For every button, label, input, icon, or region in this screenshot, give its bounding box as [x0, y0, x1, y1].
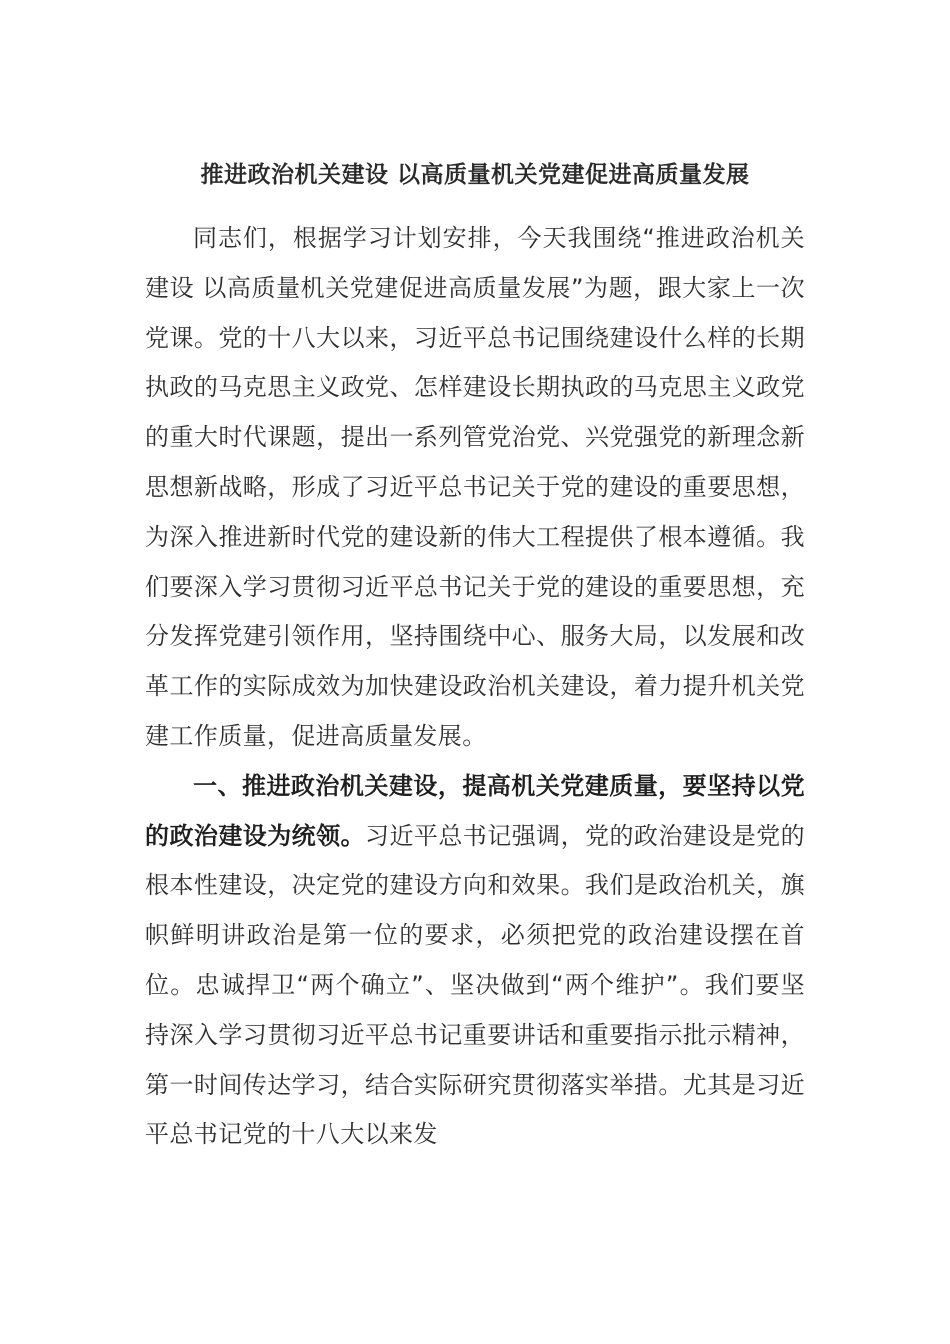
document-title: 推进政治机关建设 以高质量机关党建促进高质量发展 [200, 162, 750, 188]
section-one-text: 习近平总书记强调，党的政治建设是党的根本性建设，决定党的建设方向和效果。我们是政治机关，旗帜鲜明讲政治是第一位的要求，必须把党的政治建设摆在首位。忠诚捍卫“两个确立”、坚决做到“两个维护”。我们要坚持深入学习贯彻习近平总书记重要讲话和重要指示批示精神，第一时间传达学习，结合实际研究贯彻落实举措。尤其是习近平总书记党的十八大以来发 [145, 821, 805, 1149]
paragraph-intro-text: 同志们，根据学习计划安排，今天我围绕“推进政治机关建设 以高质量机关党建促进高质量发展”为题，跟大家上一次党课。党的十八大以来，习近平总书记围绕建设什么样的长期执政的马克思主义政党、怎样建设长期执政的马克思主义政党的重大时代课题，提出一系列管党治党、兴党强党的新理念新思想新战略，形成了习近平总书记关于党的建设的重要思想，为深入推进新时代党的建设新的伟大工程提供了根本遵循。我们要深入学习贯彻习近平总书记关于党的建设的重要思想，充分发挥党建引领作用，坚持围绕中心、服务大局，以发展和改革工作的实际成效为加快建设政治机关建设，着力提升机关党建工作质量，促进高质量发展。 [145, 224, 805, 750]
paragraph-section-one [145, 762, 805, 1160]
document-body [145, 214, 805, 1160]
section-one-heading: 一、推进政治机关建设，提高机关党建质量，要坚持以党的政治建设为统领。 [145, 771, 805, 850]
paragraph-intro [145, 214, 805, 762]
